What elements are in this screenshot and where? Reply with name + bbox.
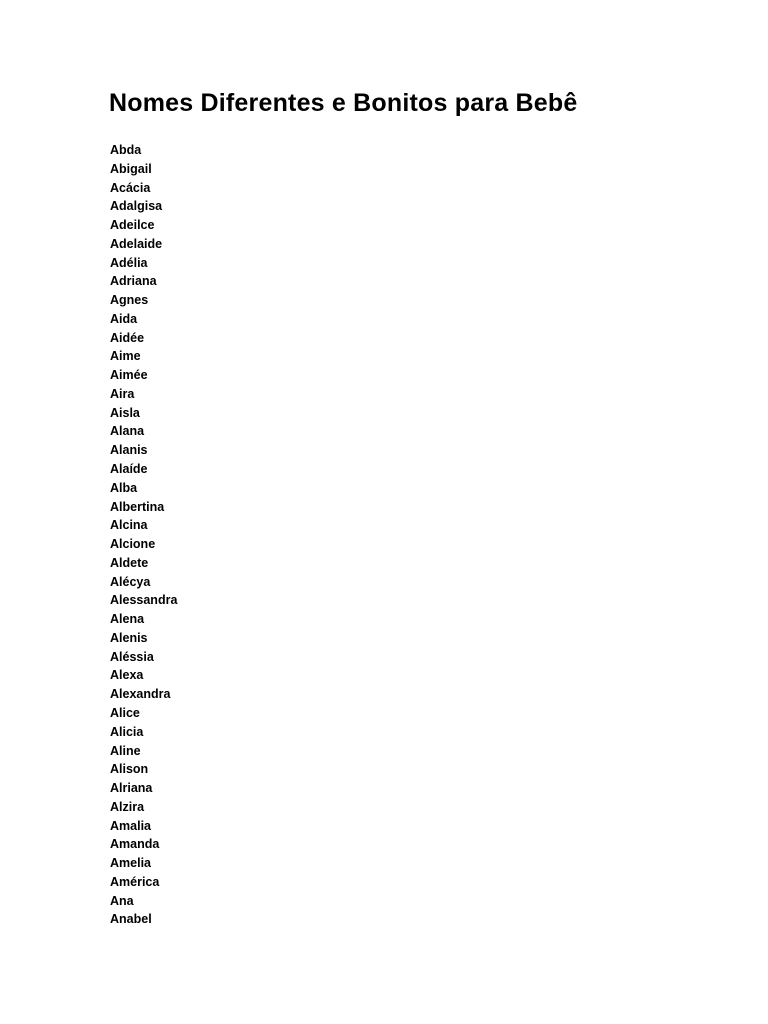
list-item: Aléssia xyxy=(110,649,154,664)
list-item: Alzira xyxy=(110,799,145,814)
list-item: Adalgisa xyxy=(110,199,163,214)
list-item: Aimée xyxy=(110,368,148,383)
list-item: Anabel xyxy=(110,912,152,927)
list-item: Alexa xyxy=(110,668,144,683)
list-item: Amalia xyxy=(110,818,151,833)
list-item: América xyxy=(110,874,160,889)
list-item: Agnes xyxy=(110,293,149,308)
list-item: Alanis xyxy=(110,443,148,458)
list-item: Alison xyxy=(110,762,149,777)
list-item: Abigail xyxy=(110,161,152,176)
list-item: Amanda xyxy=(110,837,160,852)
list-item: Amelia xyxy=(110,856,151,871)
page-title: Nomes Diferentes e Bonitos para Bebê xyxy=(109,89,578,117)
list-item: Adeilce xyxy=(110,218,155,233)
list-item: Alenis xyxy=(110,630,148,645)
list-item: Aisla xyxy=(110,405,140,420)
list-item: Alicia xyxy=(110,724,144,739)
list-item: Acácia xyxy=(110,180,151,195)
list-item: Alessandra xyxy=(110,593,178,608)
list-item: Aira xyxy=(110,386,135,401)
list-item: Alriana xyxy=(110,781,153,796)
list-item: Alana xyxy=(110,424,145,439)
list-item: Alécya xyxy=(110,574,151,589)
list-item: Alba xyxy=(110,480,138,495)
list-item: Adelaide xyxy=(110,236,163,251)
list-item: Abda xyxy=(110,143,142,157)
list-item: Alcione xyxy=(110,537,156,552)
list-item: Albertina xyxy=(110,499,165,514)
list-item: Alaíde xyxy=(110,462,148,477)
list-item: Alena xyxy=(110,612,145,627)
list-item: Alexandra xyxy=(110,687,171,702)
list-item: Aidée xyxy=(110,330,145,345)
list-item: Adélia xyxy=(110,255,148,270)
list-item: Alcina xyxy=(110,518,148,533)
list-item: Ana xyxy=(110,893,134,908)
list-item: Aline xyxy=(110,743,141,758)
name-list xyxy=(110,141,177,929)
list-item: Aldete xyxy=(110,555,149,570)
list-item: Aime xyxy=(110,349,141,364)
list-item: Aida xyxy=(110,311,138,326)
list-item: Adriana xyxy=(110,274,157,289)
list-item: Alice xyxy=(110,705,140,720)
